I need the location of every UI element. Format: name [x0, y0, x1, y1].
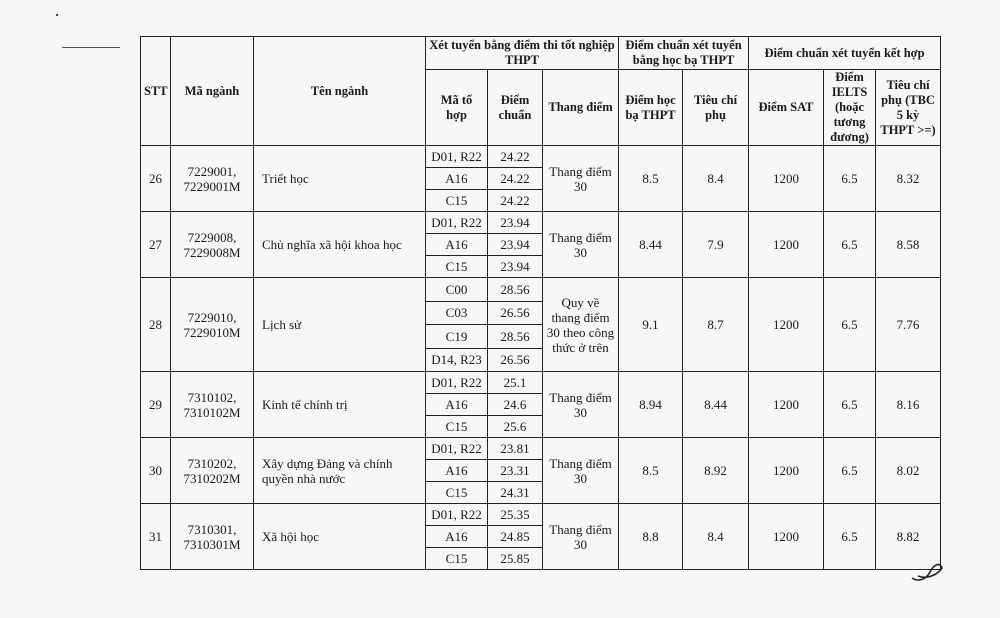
cell-diem-hoc-ba: 8.44: [619, 212, 683, 278]
cell-thang-diem: Thang điểm 30: [543, 504, 619, 570]
cell-ma-to-hop: C03: [426, 301, 488, 325]
table-row: [141, 146, 941, 168]
header-stt: STT: [141, 37, 171, 146]
cell-ten-nganh: Triết học: [254, 146, 426, 212]
cell-ma-to-hop: A16: [426, 526, 488, 548]
cell-thang-diem: Thang điểm 30: [543, 372, 619, 438]
cell-diem-sat: 1200: [749, 146, 824, 212]
cell-tbc: 8.16: [876, 372, 941, 438]
table-row: [141, 438, 941, 460]
header-diem-hoc-ba: Điểm học bạ THPT: [619, 70, 683, 146]
cell-diem-chuan: 24.22: [488, 168, 543, 190]
cell-ten-nganh: Chủ nghĩa xã hội khoa học: [254, 212, 426, 278]
cell-ma-to-hop: A16: [426, 168, 488, 190]
header-group-hocba: Điểm chuẩn xét tuyển bằng học bạ THPT: [619, 37, 749, 70]
cell-ten-nganh: Xây dựng Đảng và chính quyền nhà nước: [254, 438, 426, 504]
header-ma-nganh: Mã ngành: [171, 37, 254, 146]
cell-diem-hoc-ba: 8.8: [619, 504, 683, 570]
cell-stt: 28: [141, 278, 171, 372]
header-diem-chuan: Điểm chuẩn: [488, 70, 543, 146]
table-row: [141, 504, 941, 526]
cell-diem-chuan: 23.31: [488, 460, 543, 482]
cell-ma-nganh: 7229008, 7229008M: [171, 212, 254, 278]
cell-diem-chuan: 24.6: [488, 394, 543, 416]
table-row: [141, 372, 941, 394]
cell-stt: 30: [141, 438, 171, 504]
cell-ma-to-hop: C15: [426, 482, 488, 504]
cell-diem-chuan: 25.35: [488, 504, 543, 526]
header-ma-to-hop: Mã tổ hợp: [426, 70, 488, 146]
cell-ma-to-hop: D01, R22: [426, 212, 488, 234]
cell-diem-hoc-ba: 8.5: [619, 438, 683, 504]
table-row: [141, 278, 941, 302]
cell-diem-chuan: 24.22: [488, 190, 543, 212]
cell-diem-sat: 1200: [749, 278, 824, 372]
cell-diem-chuan: 24.85: [488, 526, 543, 548]
cell-diem-hoc-ba: 8.5: [619, 146, 683, 212]
cell-diem-chuan: 26.56: [488, 348, 543, 372]
header-group-thpt: Xét tuyển bằng điểm thi tốt nghiệp THPT: [426, 37, 619, 70]
cell-diem-ielts: 6.5: [824, 438, 876, 504]
cell-tbc: 7.76: [876, 278, 941, 372]
cell-diem-chuan: 25.6: [488, 416, 543, 438]
cell-diem-chuan: 23.94: [488, 234, 543, 256]
cell-diem-chuan: 25.1: [488, 372, 543, 394]
cell-ma-to-hop: A16: [426, 234, 488, 256]
cell-diem-ielts: 6.5: [824, 212, 876, 278]
cell-tieu-chi-phu: 8.92: [683, 438, 749, 504]
cell-diem-chuan: 25.85: [488, 548, 543, 570]
header-diem-sat: Điểm SAT: [749, 70, 824, 146]
cell-ma-to-hop: C15: [426, 548, 488, 570]
margin-line: [62, 47, 120, 48]
cell-diem-hoc-ba: 8.94: [619, 372, 683, 438]
cell-diem-ielts: 6.5: [824, 146, 876, 212]
cell-tbc: 8.82: [876, 504, 941, 570]
cell-diem-chuan: 23.94: [488, 212, 543, 234]
cell-ma-nganh: 7229001, 7229001M: [171, 146, 254, 212]
table-body: [141, 146, 941, 570]
cell-stt: 31: [141, 504, 171, 570]
cell-stt: 29: [141, 372, 171, 438]
cell-diem-hoc-ba: 9.1: [619, 278, 683, 372]
header-diem-ielts: Điểm IELTS (hoặc tương đương): [824, 70, 876, 146]
cell-ma-to-hop: D01, R22: [426, 146, 488, 168]
cell-ma-to-hop: D01, R22: [426, 438, 488, 460]
header-group-ket-hop: Điểm chuẩn xét tuyển kết hợp: [749, 37, 941, 70]
cell-tbc: 8.02: [876, 438, 941, 504]
cell-ma-to-hop: A16: [426, 394, 488, 416]
cell-ma-to-hop: D01, R22: [426, 504, 488, 526]
cell-diem-ielts: 6.5: [824, 504, 876, 570]
cell-diem-chuan: 23.81: [488, 438, 543, 460]
cell-diem-chuan: 24.31: [488, 482, 543, 504]
cell-diem-chuan: 24.22: [488, 146, 543, 168]
cell-thang-diem: Quy về thang điểm 30 theo công thức ở trên: [543, 278, 619, 372]
cell-ten-nganh: Xã hội học: [254, 504, 426, 570]
cell-tieu-chi-phu: 8.7: [683, 278, 749, 372]
cell-ma-to-hop: C15: [426, 190, 488, 212]
cell-ma-nganh: 7229010, 7229010M: [171, 278, 254, 372]
cell-ma-nganh: 7310202, 7310202M: [171, 438, 254, 504]
cell-thang-diem: Thang điểm 30: [543, 438, 619, 504]
cell-diem-sat: 1200: [749, 438, 824, 504]
cell-tieu-chi-phu: 8.44: [683, 372, 749, 438]
cell-diem-chuan: 28.56: [488, 278, 543, 302]
cell-thang-diem: Thang điểm 30: [543, 146, 619, 212]
cell-ma-to-hop: C15: [426, 256, 488, 278]
header-thang-diem: Thang điểm: [543, 70, 619, 146]
cell-diem-chuan: 28.56: [488, 325, 543, 349]
cell-ma-to-hop: C19: [426, 325, 488, 349]
cell-diem-ielts: 6.5: [824, 372, 876, 438]
cell-tbc: 8.58: [876, 212, 941, 278]
cell-ma-to-hop: A16: [426, 460, 488, 482]
cell-ma-nganh: 7310301, 7310301M: [171, 504, 254, 570]
cell-ma-to-hop: C15: [426, 416, 488, 438]
table-row: [141, 212, 941, 234]
cell-diem-sat: 1200: [749, 372, 824, 438]
cell-ma-nganh: 7310102, 7310102M: [171, 372, 254, 438]
cell-ten-nganh: Lịch sử: [254, 278, 426, 372]
cell-diem-sat: 1200: [749, 212, 824, 278]
cell-stt: 27: [141, 212, 171, 278]
cell-diem-chuan: 26.56: [488, 301, 543, 325]
cell-ma-to-hop: D01, R22: [426, 372, 488, 394]
scan-speck: [56, 14, 58, 16]
cell-thang-diem: Thang điểm 30: [543, 212, 619, 278]
cell-ma-to-hop: C00: [426, 278, 488, 302]
cell-tieu-chi-phu: 7.9: [683, 212, 749, 278]
cell-stt: 26: [141, 146, 171, 212]
header-tieu-chi-phu: Tiêu chí phụ: [683, 70, 749, 146]
cell-ma-to-hop: D14, R23: [426, 348, 488, 372]
admission-score-table: [140, 36, 941, 570]
cell-ten-nganh: Kinh tế chính trị: [254, 372, 426, 438]
cell-tieu-chi-phu: 8.4: [683, 504, 749, 570]
cell-tbc: 8.32: [876, 146, 941, 212]
cell-diem-ielts: 6.5: [824, 278, 876, 372]
header-tieu-chi-phu-tbc: Tiêu chí phụ (TBC 5 kỳ THPT >=): [876, 70, 941, 146]
signature-mark: [908, 556, 948, 586]
cell-diem-chuan: 23.94: [488, 256, 543, 278]
cell-tieu-chi-phu: 8.4: [683, 146, 749, 212]
cell-diem-sat: 1200: [749, 504, 824, 570]
header-ten-nganh: Tên ngành: [254, 37, 426, 146]
